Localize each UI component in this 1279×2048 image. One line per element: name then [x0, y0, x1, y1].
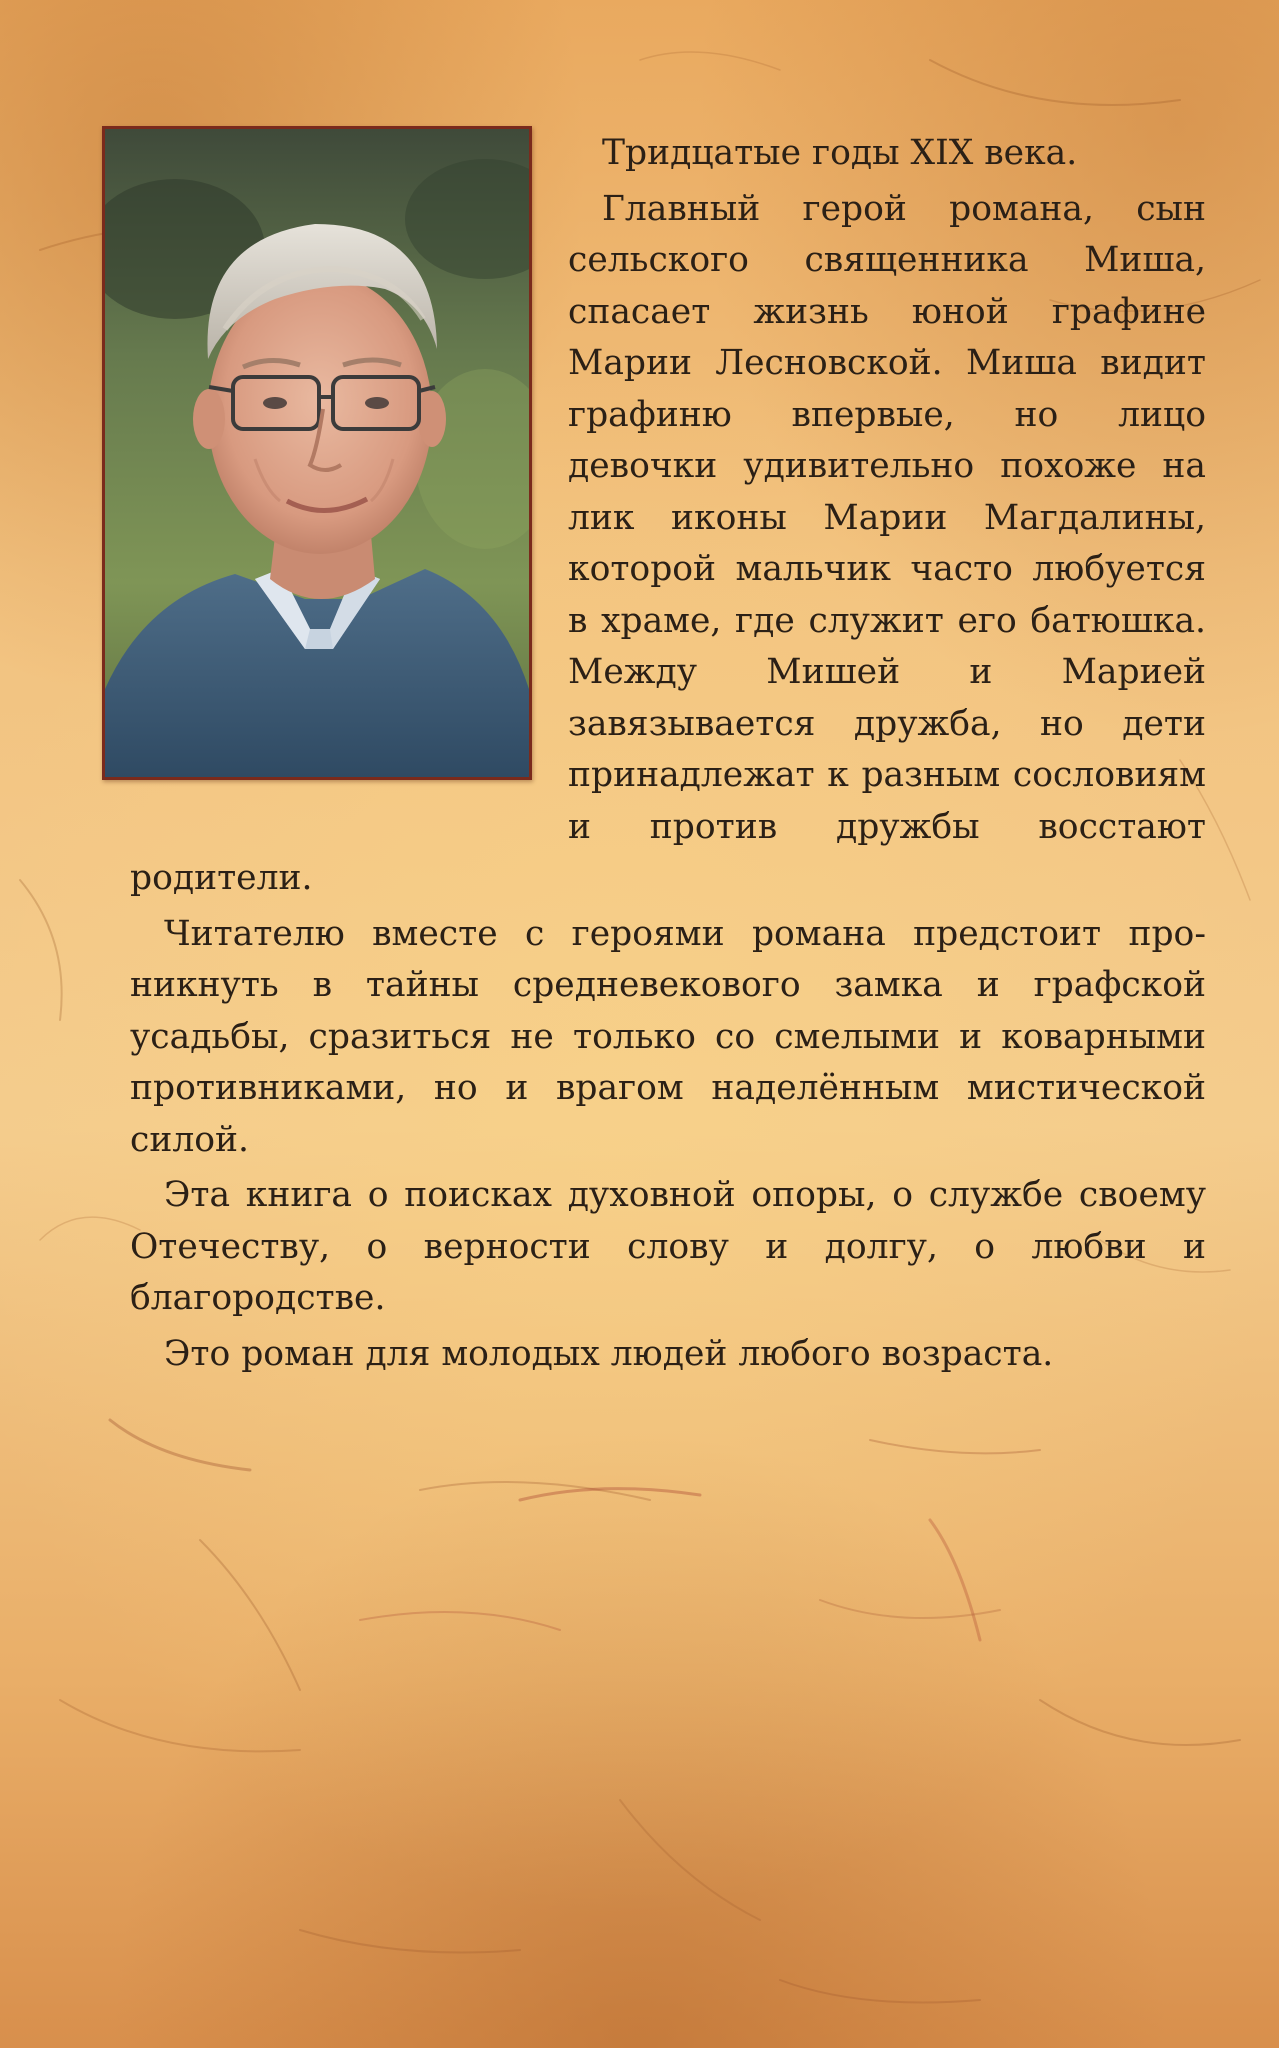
- annotation-text: [130, 128, 1206, 1384]
- annotation-paragraph-2: Главный герой романа, сын сельского священника Миша, спасает жизнь юной графине Марии Лесновской. Миша видит графиню впервые, но лицо девочки удивительно похоже на лик иконы Марии Магдалины, которой мальчик часто любуется в храме, где служит его батюшка. Между Мишей и Марией завязывается дружба, но дети принадлежат к разным сословиям и против дружбы восстают родители.: [130, 188, 1206, 898]
- annotation-paragraph-5: Это роман для молодых людей любого возраста.: [164, 1333, 1054, 1374]
- annotation-paragraph-3: Читателю вместе с героями романа предстоит проникнуть в тайны средневекового замка и графской усадьбы, сразиться не только со смелыми и коварными противниками, но и врагом наделённым мистической силой.: [130, 913, 1206, 1160]
- photo-wrap-spacer: [130, 128, 568, 804]
- annotation-paragraph-4: Эта книга о поисках духовной опоры, о службе своему Отечеству, о верности слову и долгу, о любви и благородстве.: [130, 1175, 1206, 1318]
- annotation-paragraph-1: Тридцатые годы XIX века.: [602, 133, 1078, 173]
